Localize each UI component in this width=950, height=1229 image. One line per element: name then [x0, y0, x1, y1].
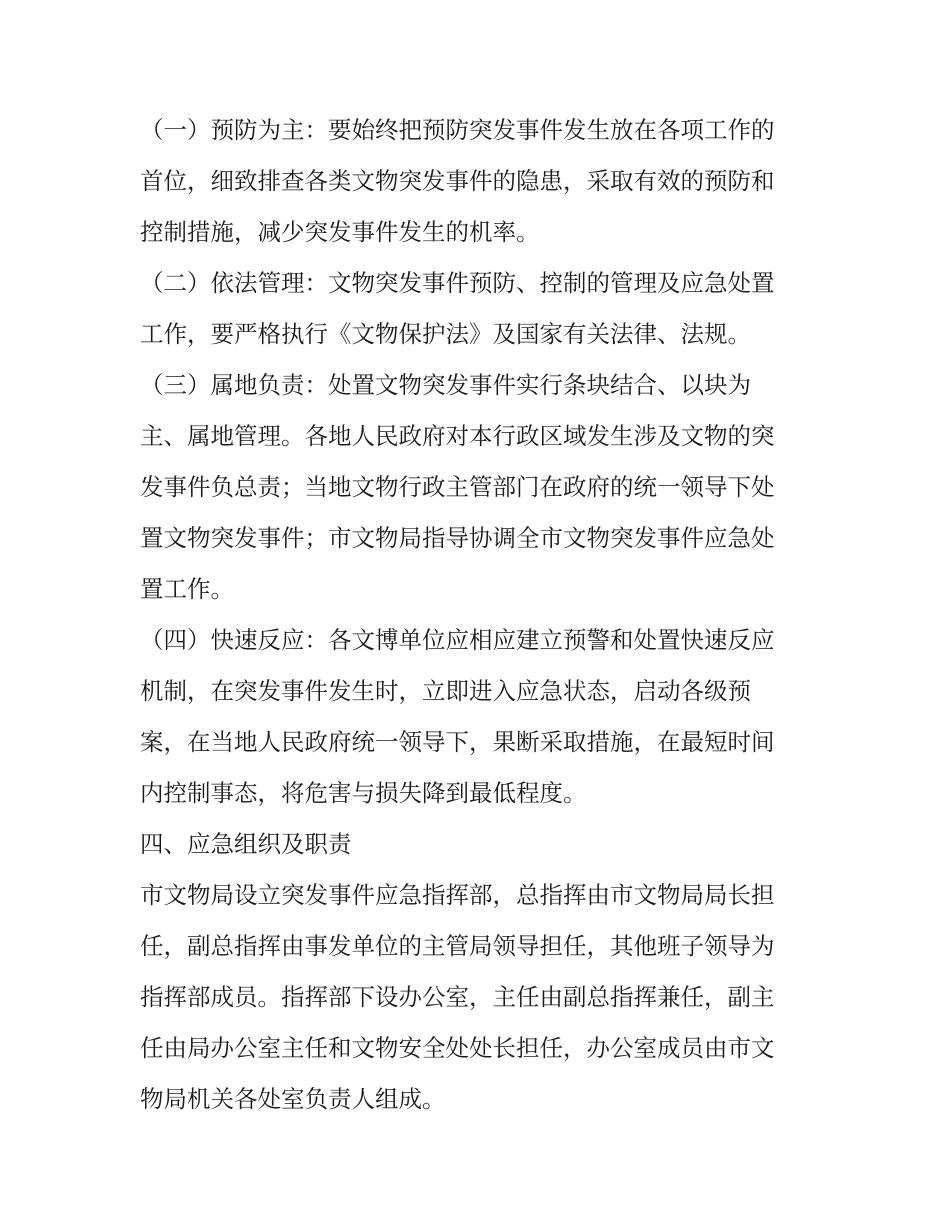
text-line-1: （一）预防为主：要始终把预防突发事件发生放在各项工作的	[140, 116, 775, 144]
text-line-5: 工作，要严格执行《文物保护法》及国家有关法律、法规。	[140, 320, 751, 348]
text-line-16: 市文物局设立突发事件应急指挥部，总指挥由市文物局局长担	[140, 881, 775, 909]
text-line-13: 案，在当地人民政府统一领导下，果断采取措施，在最短时间	[140, 728, 775, 756]
text-line-10: 置工作。	[140, 575, 234, 603]
text-line-18: 指挥部成员。指挥部下设办公室，主任由副总指挥兼任，副主	[140, 983, 775, 1011]
section-heading: 四、应急组织及职责	[140, 830, 352, 858]
text-line-9: 置文物突发事件；市文物局指导协调全市文物突发事件应急处	[140, 524, 775, 552]
text-line-19: 任由局办公室主任和文物安全处处长担任，办公室成员由市文	[140, 1034, 775, 1062]
text-line-12: 机制，在突发事件发生时，立即进入应急状态，启动各级预	[140, 677, 751, 705]
text-line-8: 发事件负总责；当地文物行政主管部门在政府的统一领导下处	[140, 473, 775, 501]
text-line-3: 控制措施，减少突发事件发生的机率。	[140, 218, 540, 246]
text-line-6: （三）属地负责：处置文物突发事件实行条块结合、以块为	[140, 371, 751, 399]
document-body	[140, 105, 820, 1125]
text-line-11: （四）快速反应：各文博单位应相应建立预警和处置快速反应	[140, 626, 775, 654]
text-line-20: 物局机关各处室负责人组成。	[140, 1085, 446, 1113]
text-line-2: 首位，细致排查各类文物突发事件的隐患，采取有效的预防和	[140, 167, 775, 195]
text-line-4: （二）依法管理：文物突发事件预防、控制的管理及应急处置	[140, 269, 775, 297]
text-line-14: 内控制事态，将危害与损失降到最低程度。	[140, 779, 587, 807]
text-line-7: 主、属地管理。各地人民政府对本行政区域发生涉及文物的突	[140, 422, 775, 450]
text-line-17: 任，副总指挥由事发单位的主管局领导担任，其他班子领导为	[140, 932, 775, 960]
